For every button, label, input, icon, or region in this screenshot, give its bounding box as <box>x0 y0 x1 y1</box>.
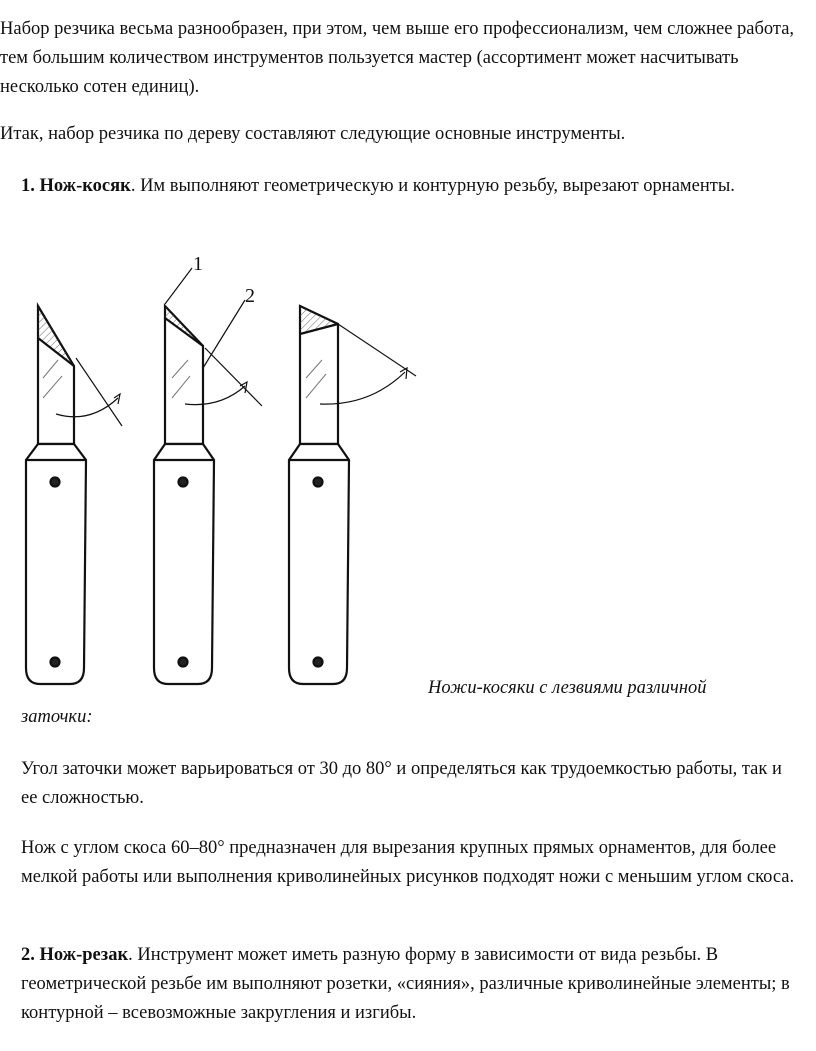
knives-drawing <box>0 248 420 708</box>
intro-paragraph: Набор резчика весьма разнообразен, при этом, чем выше его профессионализм, чем сложнее работа, тем большим количеством инструментов пользуется мастер (ассортимент может насчитывать несколько сотен единиц). <box>0 19 795 97</box>
item-text: . Им выполняют геометрическую и контурную резьбу, вырезают орнаменты. <box>130 176 735 196</box>
item-title: 1. Нож-косяк <box>21 176 131 196</box>
knife-2 <box>154 268 262 684</box>
figure-caption: Ножи-косяки с лезвиями различной <box>428 678 707 698</box>
intro-summary: Итак, набор резчика по дереву составляют следующие основные инструменты. <box>0 124 626 144</box>
bevel-paragraph: Нож с углом скоса 60–80° предназначен для вырезания крупных прямых орнаментов, для более мелкой работы или выполнения криволинейных рисунков подходят ножи с меньшим углом скоса. <box>21 838 795 887</box>
knives-illustration <box>0 248 420 708</box>
knife-1 <box>26 306 122 684</box>
item-title: 2. Нож-резак <box>21 945 129 965</box>
knife-3 <box>289 306 416 684</box>
item-text: . Инструмент может иметь разную форму в зависимости от вида резьбы. В геометрической резьбе им выполняют розетки, «сияния», различные криволинейные элементы; в контурной – всевозможные закругления и изгибы. <box>21 945 790 1023</box>
item-knife-kosyak <box>21 172 781 201</box>
item-knife-rezak <box>21 941 801 1028</box>
angle-paragraph: Угол заточки может варьироваться от 30 до 80° и определяться как трудоемкостью работы, так и ее сложностью. <box>21 759 782 808</box>
callout-label-2: 2 <box>245 285 255 307</box>
callout-label-1: 1 <box>193 253 203 275</box>
figure-caption-continued: заточки: <box>21 707 93 727</box>
